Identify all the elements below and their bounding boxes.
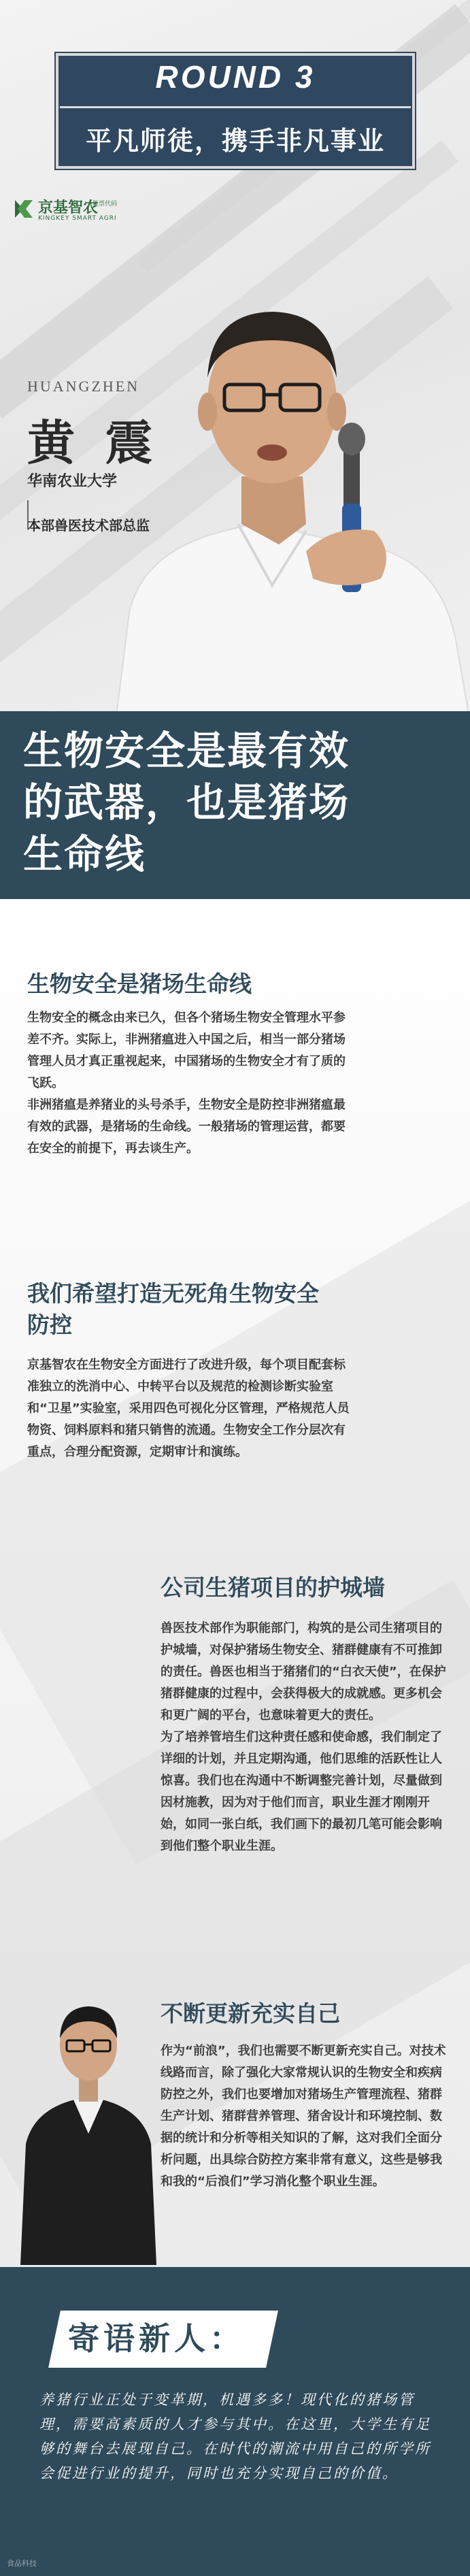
profile-name: 黄 震 (27, 414, 160, 471)
section-heading: 不断更新充实自己 (161, 2000, 340, 2027)
trainee-photo (20, 1974, 156, 2265)
section-paragraph: 兽医技术部作为职能部门，构筑的是公司生猪项目的护城墙，对保护猪场生物安全、猪群健康有不可推卸的责任。兽医也相当于猪猪们的“白衣天使”，在保护猪群健康的过程中，会获得极大的成就感。更多机会和更广阔的平台，也意味着更大的责任。 (161, 1621, 446, 1723)
round-title: ROUND 3 (155, 59, 316, 95)
round-subtitle: 平凡师徒，携手非凡事业 (85, 126, 385, 156)
section-heading: 我们希望打造无死角生物安全防控 (27, 1280, 319, 1338)
quote-banner-text (23, 725, 452, 880)
brand-logo-icon (14, 199, 34, 219)
section-paragraph: 非洲猪瘟是养猪业的头号杀手，生物安全是防控非洲猪瘟最有效的武器，是猪场的生命线。一般猪场的管理运营，都要在安全的前提下，再去谈生产。 (27, 1098, 346, 1156)
section-body (27, 1007, 352, 1160)
section-paragraph: 京基智农在生物安全方面进行了改进升级，每个项目配套标准独立的洗消中心、中转平台以及规范的检测诊断实验室和“卫星”实验室，采用四色可视化分区管理，严格规范人员物资、饲料原料和猪只销售的流通。生物安全工作分层次有重点，合理分配资源，定期审计和演练。 (27, 1358, 350, 1459)
profile-role: 本部兽医技术部总监 (27, 517, 150, 534)
watermark: 食品科技 (7, 2559, 37, 2568)
section-heading: 生物安全是猪场生命线 (27, 971, 252, 997)
portrait-photo (102, 231, 470, 721)
section-heading: 公司生猪项目的护城墙 (161, 1574, 385, 1601)
brand-english-name: KINGKEY SMART AGRI (38, 215, 117, 222)
section-body (27, 1354, 352, 1463)
section-paragraph: 作为“前浪”，我们也需要不断更新充实自己。对技术线路而言，除了强化大家常规认识的生物安全和疾病防控之外，我们也要增加对猪场生产管理流程、猪群生产计划、猪群营养管理、猪舍设计和环境控制、数据的统计和分析等相关知识的了解，这对我们全面分析问题，出具综合防控方案非常有意义，这些是够我和我的“后浪们”学习消化整个职业生涯。 (161, 2044, 446, 2189)
profile-pinyin: HUANGZHEN (27, 378, 140, 395)
brand-stock-tag: 股票代码 (93, 201, 118, 208)
section-paragraph: 生物安全的概念由来已久，但各个猪场生物安全管理水平参差不齐。实际上，非洲猪瘟进入中国之后，相当一部分猪场管理人员才真正重视起来，中国猪场的生物安全才有了质的飞跃。 (27, 1011, 346, 1090)
banner-line: 生物安全是最有效 (23, 728, 350, 774)
brand-name: 京基智农 (38, 199, 99, 216)
profile-university: 华南农业大学 (27, 473, 118, 490)
section-body (161, 2040, 453, 2193)
footer-title: 寄语新人： (68, 2320, 245, 2357)
banner-line: 生命线 (23, 831, 146, 877)
footer-message: 养猪行业正处于变革期，机遇多多！现代化的猪场管理，需要高素质的人才参与其中。在这里，大学生有足够的舞台去展现自己。在时代的潮流中用自己的所学所会促进行业的提升，同时也充分实现自己的价值。 (39, 2392, 431, 2481)
banner-line: 的武器，也是猪场 (23, 779, 350, 826)
section-paragraph: 为了培养管培生们这种责任感和使命感，我们制定了详细的计划，并且定期沟通，他们思维的活跃性让人惊喜。我们也在沟通中不断调整完善计划，尽量做到因材施教，因为对于他们而言，职业生涯才刚刚开始，如同一张白纸，我们画下的最初几笔可能会影响到他们整个职业生涯。 (161, 1730, 442, 1853)
round-divider (60, 106, 411, 108)
section-body (161, 1618, 453, 1857)
